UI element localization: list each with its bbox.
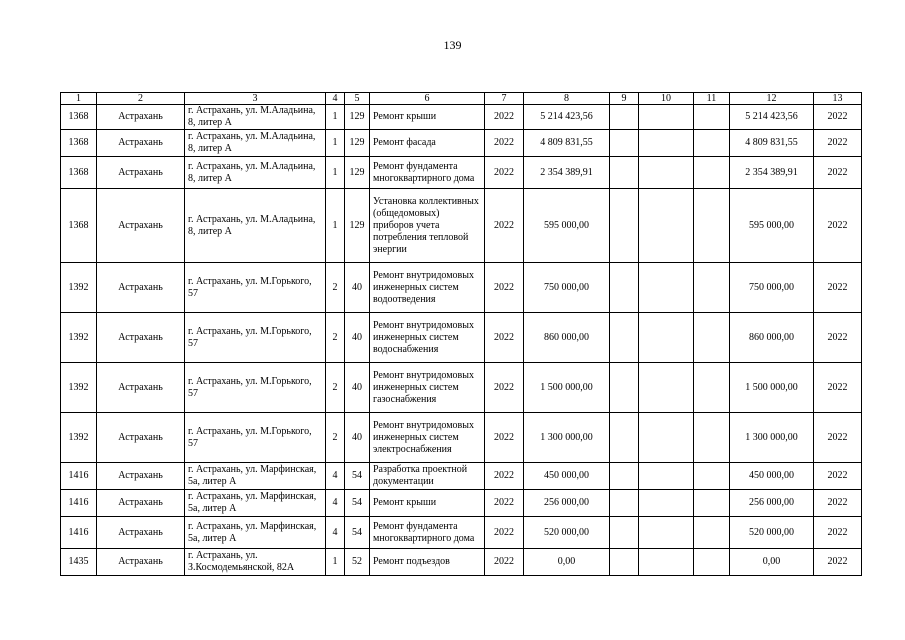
header-cell-3: 3	[185, 93, 326, 105]
col11-cell	[694, 157, 730, 189]
col5-cell: 54	[345, 517, 370, 549]
header-cell-7: 7	[485, 93, 524, 105]
year-cell: 2022	[485, 490, 524, 517]
year-cell: 2022	[485, 157, 524, 189]
address-cell: г. Астрахань, ул. М.Аладьина, 8, литер А	[185, 105, 326, 130]
id-cell: 1392	[61, 263, 97, 313]
work-type-cell: Ремонт внутридомовых инженерных систем водоотведения	[370, 263, 485, 313]
id-cell: 1368	[61, 157, 97, 189]
amount-cell: 595 000,00	[524, 189, 610, 263]
work-type-cell: Установка коллективных (общедомовых) приборов учета потребления тепловой энергии	[370, 189, 485, 263]
col5-cell: 40	[345, 413, 370, 463]
header-cell-8: 8	[524, 93, 610, 105]
total-amount-cell: 0,00	[730, 549, 814, 576]
col4-cell: 2	[326, 413, 345, 463]
completion-year-cell: 2022	[814, 549, 862, 576]
work-type-cell: Ремонт подъездов	[370, 549, 485, 576]
col10-cell	[639, 490, 694, 517]
work-type-cell: Ремонт внутридомовых инженерных систем газоснабжения	[370, 363, 485, 413]
col11-cell	[694, 549, 730, 576]
header-cell-1: 1	[61, 93, 97, 105]
col4-cell: 4	[326, 463, 345, 490]
total-amount-cell: 5 214 423,56	[730, 105, 814, 130]
city-cell: Астрахань	[97, 189, 185, 263]
year-cell: 2022	[485, 549, 524, 576]
col10-cell	[639, 189, 694, 263]
col4-cell: 1	[326, 549, 345, 576]
id-cell: 1392	[61, 313, 97, 363]
amount-cell: 1 500 000,00	[524, 363, 610, 413]
col4-cell: 1	[326, 105, 345, 130]
id-cell: 1416	[61, 490, 97, 517]
header-cell-6: 6	[370, 93, 485, 105]
completion-year-cell: 2022	[814, 490, 862, 517]
city-cell: Астрахань	[97, 313, 185, 363]
city-cell: Астрахань	[97, 413, 185, 463]
amount-cell: 750 000,00	[524, 263, 610, 313]
year-cell: 2022	[485, 189, 524, 263]
total-amount-cell: 4 809 831,55	[730, 130, 814, 157]
col9-cell	[610, 313, 639, 363]
table-row	[61, 549, 862, 576]
total-amount-cell: 520 000,00	[730, 517, 814, 549]
total-amount-cell: 256 000,00	[730, 490, 814, 517]
total-amount-cell: 450 000,00	[730, 463, 814, 490]
address-cell: г. Астрахань, ул. М.Горького, 57	[185, 413, 326, 463]
amount-cell: 1 300 000,00	[524, 413, 610, 463]
col11-cell	[694, 517, 730, 549]
total-amount-cell: 2 354 389,91	[730, 157, 814, 189]
col10-cell	[639, 363, 694, 413]
header-cell-10: 10	[639, 93, 694, 105]
completion-year-cell: 2022	[814, 157, 862, 189]
col9-cell	[610, 517, 639, 549]
city-cell: Астрахань	[97, 549, 185, 576]
col4-cell: 1	[326, 189, 345, 263]
col10-cell	[639, 463, 694, 490]
city-cell: Астрахань	[97, 105, 185, 130]
col5-cell: 129	[345, 157, 370, 189]
table-row	[61, 189, 862, 263]
address-cell: г. Астрахань, ул. З.Космодемьянской, 82А	[185, 549, 326, 576]
header-cell-5: 5	[345, 93, 370, 105]
table-row	[61, 490, 862, 517]
col9-cell	[610, 157, 639, 189]
col10-cell	[639, 313, 694, 363]
city-cell: Астрахань	[97, 463, 185, 490]
col10-cell	[639, 549, 694, 576]
address-cell: г. Астрахань, ул. Марфинская, 5а, литер А	[185, 490, 326, 517]
work-type-cell: Ремонт крыши	[370, 105, 485, 130]
completion-year-cell: 2022	[814, 105, 862, 130]
col9-cell	[610, 189, 639, 263]
amount-cell: 256 000,00	[524, 490, 610, 517]
year-cell: 2022	[485, 413, 524, 463]
work-type-cell: Разработка проектной документации	[370, 463, 485, 490]
repair-schedule-table	[60, 92, 862, 576]
total-amount-cell: 595 000,00	[730, 189, 814, 263]
table-row	[61, 413, 862, 463]
year-cell: 2022	[485, 463, 524, 490]
table-row	[61, 463, 862, 490]
id-cell: 1392	[61, 363, 97, 413]
col4-cell: 2	[326, 363, 345, 413]
work-type-cell: Ремонт фундамента многоквартирного дома	[370, 157, 485, 189]
header-cell-13: 13	[814, 93, 862, 105]
col10-cell	[639, 157, 694, 189]
col4-cell: 2	[326, 263, 345, 313]
col5-cell: 40	[345, 313, 370, 363]
address-cell: г. Астрахань, ул. М.Аладьина, 8, литер А	[185, 189, 326, 263]
col5-cell: 129	[345, 105, 370, 130]
col5-cell: 54	[345, 463, 370, 490]
address-cell: г. Астрахань, ул. М.Горького, 57	[185, 263, 326, 313]
total-amount-cell: 1 300 000,00	[730, 413, 814, 463]
work-type-cell: Ремонт внутридомовых инженерных систем водоснабжения	[370, 313, 485, 363]
amount-cell: 450 000,00	[524, 463, 610, 490]
table-row	[61, 130, 862, 157]
city-cell: Астрахань	[97, 263, 185, 313]
amount-cell: 2 354 389,91	[524, 157, 610, 189]
id-cell: 1368	[61, 130, 97, 157]
completion-year-cell: 2022	[814, 363, 862, 413]
header-cell-2: 2	[97, 93, 185, 105]
col10-cell	[639, 413, 694, 463]
year-cell: 2022	[485, 363, 524, 413]
total-amount-cell: 860 000,00	[730, 313, 814, 363]
amount-cell: 0,00	[524, 549, 610, 576]
amount-cell: 4 809 831,55	[524, 130, 610, 157]
col11-cell	[694, 263, 730, 313]
year-cell: 2022	[485, 517, 524, 549]
id-cell: 1392	[61, 413, 97, 463]
id-cell: 1435	[61, 549, 97, 576]
col11-cell	[694, 130, 730, 157]
address-cell: г. Астрахань, ул. М.Аладьина, 8, литер А	[185, 130, 326, 157]
amount-cell: 860 000,00	[524, 313, 610, 363]
table-row	[61, 517, 862, 549]
col5-cell: 129	[345, 189, 370, 263]
work-type-cell: Ремонт фасада	[370, 130, 485, 157]
year-cell: 2022	[485, 263, 524, 313]
col10-cell	[639, 517, 694, 549]
col4-cell: 2	[326, 313, 345, 363]
table-row	[61, 263, 862, 313]
completion-year-cell: 2022	[814, 517, 862, 549]
year-cell: 2022	[485, 313, 524, 363]
header-cell-12: 12	[730, 93, 814, 105]
table-row	[61, 105, 862, 130]
city-cell: Астрахань	[97, 517, 185, 549]
address-cell: г. Астрахань, ул. Марфинская, 5а, литер А	[185, 463, 326, 490]
col4-cell: 4	[326, 517, 345, 549]
page-number: 139	[443, 38, 462, 52]
city-cell: Астрахань	[97, 130, 185, 157]
col9-cell	[610, 263, 639, 313]
col5-cell: 52	[345, 549, 370, 576]
completion-year-cell: 2022	[814, 463, 862, 490]
header-row	[61, 93, 862, 105]
address-cell: г. Астрахань, ул. М.Горького, 57	[185, 363, 326, 413]
work-type-cell: Ремонт крыши	[370, 490, 485, 517]
col4-cell: 1	[326, 130, 345, 157]
completion-year-cell: 2022	[814, 189, 862, 263]
col9-cell	[610, 463, 639, 490]
col11-cell	[694, 363, 730, 413]
col10-cell	[639, 130, 694, 157]
address-cell: г. Астрахань, ул. Марфинская, 5а, литер А	[185, 517, 326, 549]
col9-cell	[610, 490, 639, 517]
work-type-cell: Ремонт фундамента многоквартирного дома	[370, 517, 485, 549]
id-cell: 1416	[61, 463, 97, 490]
header-cell-9: 9	[610, 93, 639, 105]
year-cell: 2022	[485, 130, 524, 157]
total-amount-cell: 750 000,00	[730, 263, 814, 313]
work-type-cell: Ремонт внутридомовых инженерных систем электроснабжения	[370, 413, 485, 463]
id-cell: 1368	[61, 189, 97, 263]
id-cell: 1368	[61, 105, 97, 130]
col10-cell	[639, 263, 694, 313]
total-amount-cell: 1 500 000,00	[730, 363, 814, 413]
col4-cell: 4	[326, 490, 345, 517]
id-cell: 1416	[61, 517, 97, 549]
col5-cell: 40	[345, 263, 370, 313]
col5-cell: 54	[345, 490, 370, 517]
table-row	[61, 363, 862, 413]
col11-cell	[694, 413, 730, 463]
header-cell-4: 4	[326, 93, 345, 105]
year-cell: 2022	[485, 105, 524, 130]
completion-year-cell: 2022	[814, 413, 862, 463]
table-row	[61, 157, 862, 189]
completion-year-cell: 2022	[814, 130, 862, 157]
header-cell-11: 11	[694, 93, 730, 105]
col5-cell: 40	[345, 363, 370, 413]
address-cell: г. Астрахань, ул. М.Аладьина, 8, литер А	[185, 157, 326, 189]
table-row	[61, 313, 862, 363]
col9-cell	[610, 413, 639, 463]
col11-cell	[694, 105, 730, 130]
city-cell: Астрахань	[97, 363, 185, 413]
amount-cell: 5 214 423,56	[524, 105, 610, 130]
col11-cell	[694, 463, 730, 490]
col9-cell	[610, 363, 639, 413]
city-cell: Астрахань	[97, 157, 185, 189]
completion-year-cell: 2022	[814, 263, 862, 313]
col11-cell	[694, 490, 730, 517]
completion-year-cell: 2022	[814, 313, 862, 363]
city-cell: Астрахань	[97, 490, 185, 517]
col9-cell	[610, 130, 639, 157]
col9-cell	[610, 105, 639, 130]
col9-cell	[610, 549, 639, 576]
col11-cell	[694, 313, 730, 363]
col11-cell	[694, 189, 730, 263]
col5-cell: 129	[345, 130, 370, 157]
col10-cell	[639, 105, 694, 130]
col4-cell: 1	[326, 157, 345, 189]
address-cell: г. Астрахань, ул. М.Горького, 57	[185, 313, 326, 363]
amount-cell: 520 000,00	[524, 517, 610, 549]
